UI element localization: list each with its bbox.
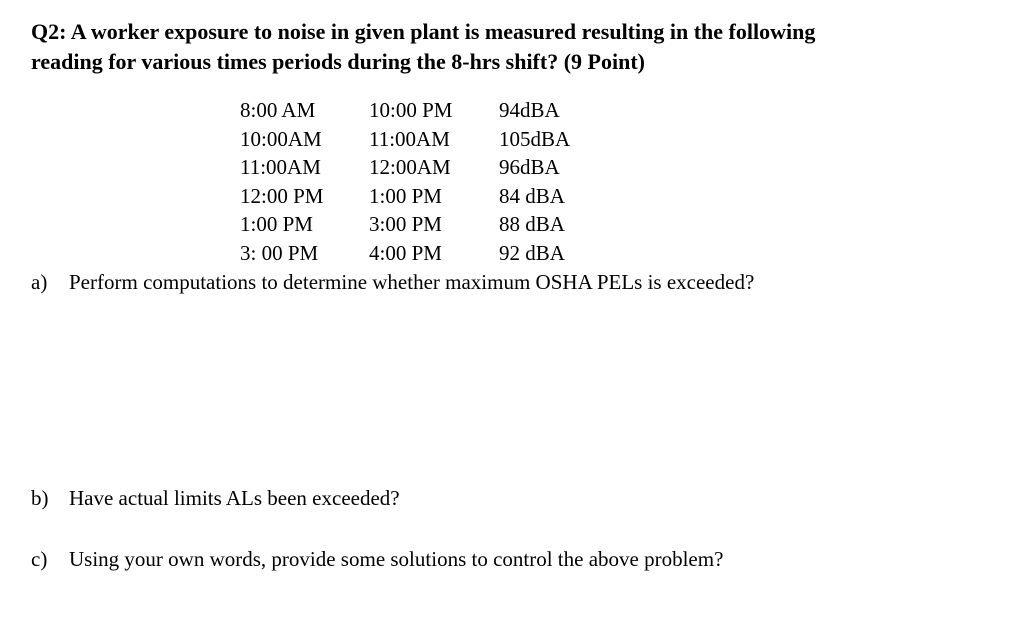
reading-row — [240, 96, 640, 125]
reading-end-time: 1:00 PM — [369, 183, 442, 208]
part-b-text: Have actual limits ALs been exceeded? — [69, 486, 400, 510]
part-a-letter: a) — [31, 270, 48, 294]
question-line-1: Q2: A worker exposure to noise in given plant is measured resulting in the following — [31, 19, 816, 44]
question-line-2: reading for various times periods during the 8-hrs shift? (9 Point) — [31, 49, 645, 74]
reading-row — [240, 182, 640, 211]
reading-noise-level: 88 dBA — [499, 212, 565, 236]
question-part-c — [31, 545, 723, 573]
reading-noise-level: 94dBA — [499, 98, 560, 122]
part-a-text: Perform computations to determine whether maximum OSHA PELs is exceeded? — [69, 270, 755, 294]
part-b-letter: b) — [31, 486, 49, 510]
reading-noise-level: 84 dBA — [499, 183, 565, 208]
part-c-letter: c) — [31, 547, 48, 571]
reading-end-time: 3:00 PM — [369, 212, 442, 236]
noise-readings-table — [240, 96, 640, 267]
question-part-a — [31, 268, 754, 296]
reading-start-time: 11:00AM — [240, 155, 321, 179]
reading-row — [240, 239, 640, 268]
reading-row — [240, 210, 640, 239]
question-text — [31, 17, 1011, 77]
reading-row — [240, 125, 640, 154]
part-c-text: Using your own words, provide some solutions to control the above problem? — [69, 547, 724, 571]
reading-row — [240, 153, 640, 182]
reading-end-time: 10:00 PM — [369, 98, 453, 122]
reading-end-time: 11:00AM — [369, 126, 450, 151]
reading-end-time: 4:00 PM — [369, 240, 442, 265]
reading-noise-level: 92 dBA — [499, 240, 565, 265]
reading-start-time: 3: 00 PM — [240, 240, 319, 265]
reading-noise-level: 105dBA — [499, 126, 571, 151]
question-part-b — [31, 484, 400, 512]
reading-start-time: 10:00AM — [240, 126, 322, 151]
reading-start-time: 1:00 PM — [240, 212, 313, 236]
reading-start-time: 8:00 AM — [240, 98, 316, 122]
reading-end-time: 12:00AM — [369, 155, 451, 179]
reading-noise-level: 96dBA — [499, 155, 560, 179]
reading-start-time: 12:00 PM — [240, 183, 324, 208]
